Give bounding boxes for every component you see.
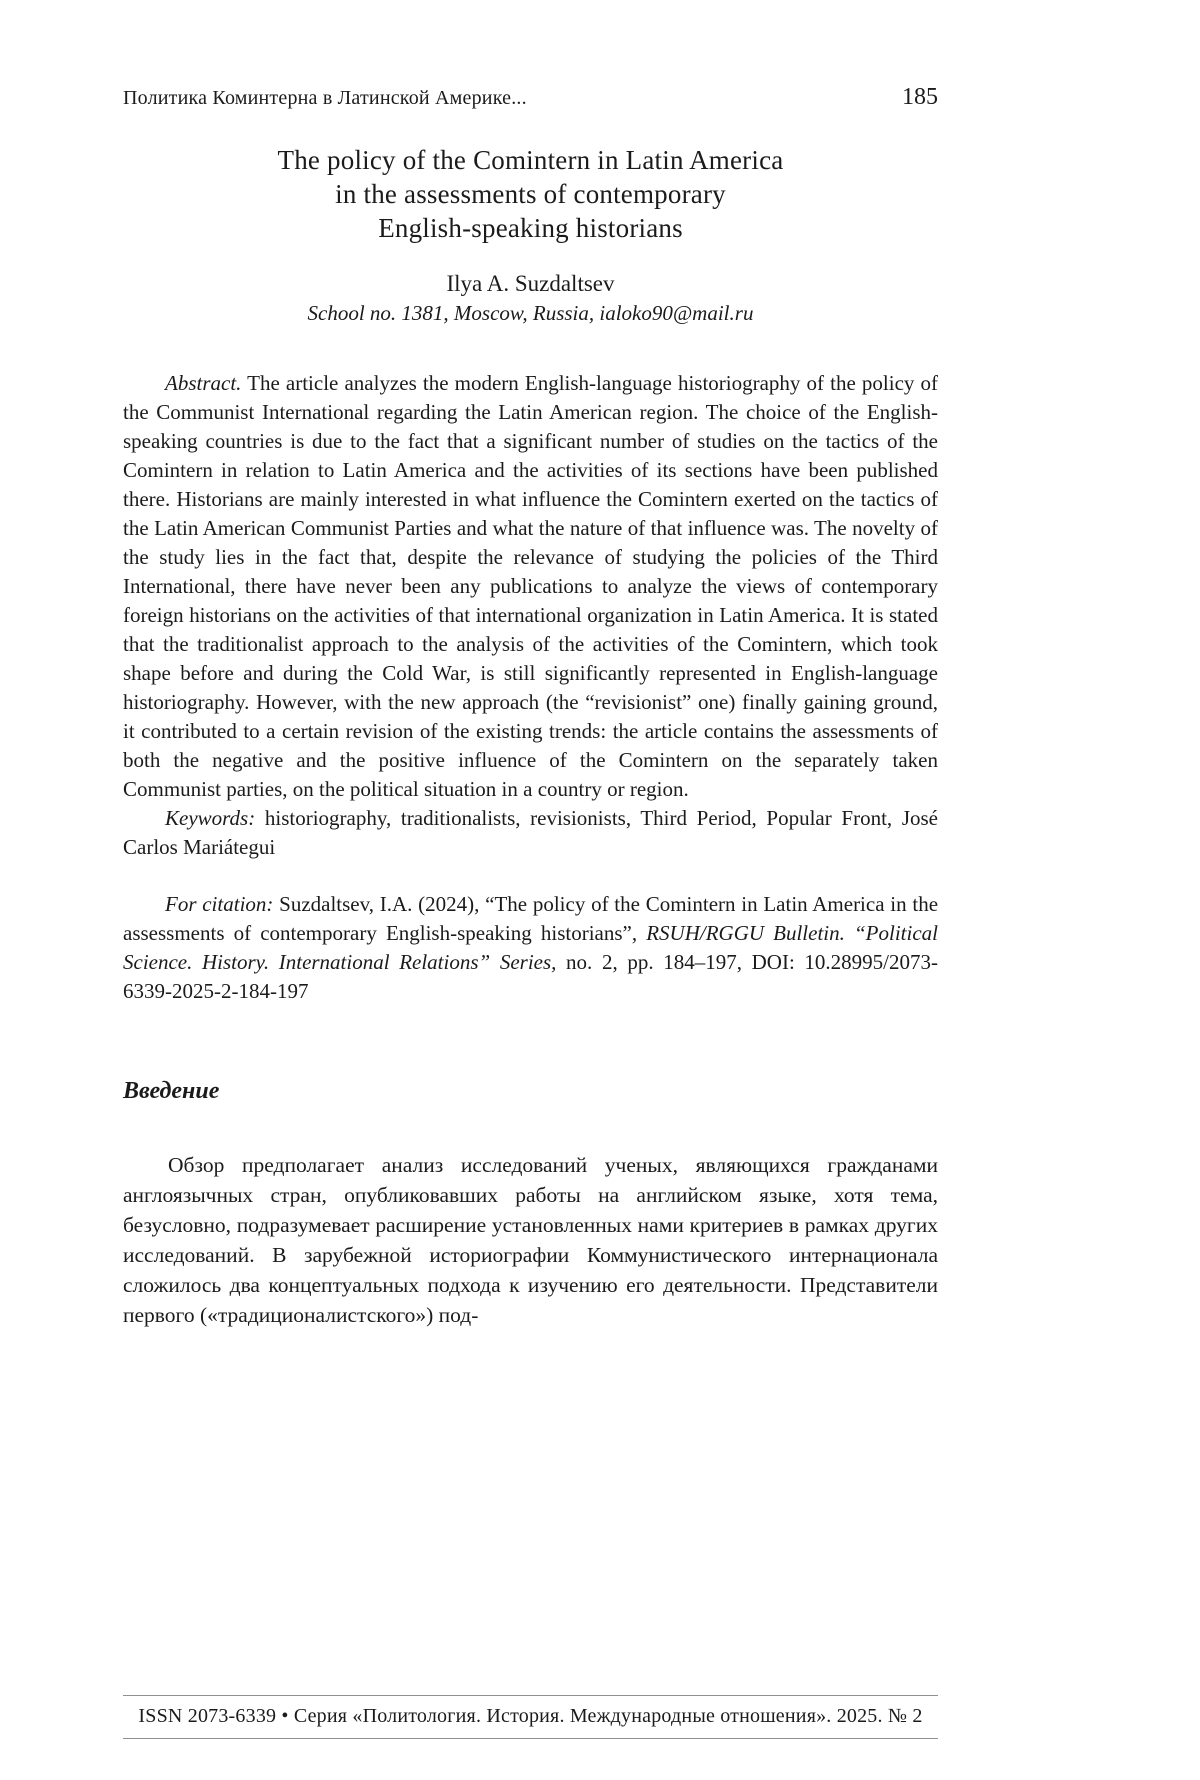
introduction-paragraph: Обзор предполагает анализ исследований ученых, являющихся гражданами англоязычных стран, опубликовавших работы на английском языке, хотя тема, безусловно, подразумевает расширение установленных нами критериев в рамках других исследований. В зарубежной историографии Коммунистического интернационала сложилось два концептуальных подхода к изучению его деятельности. Представители первого («традиционалистского») под- — [123, 1153, 938, 1327]
keywords-text: historiography, traditionalists, revisionists, Third Period, Popular Front, José Carlos Mariátegui — [123, 806, 938, 859]
citation-journal-title: RSUH/RGGU Bulletin. “Political Science. History. International Relations” Series, — [123, 921, 938, 974]
keywords-paragraph — [123, 804, 938, 862]
citation-label: For citation: — [165, 892, 274, 916]
article-title-line1: The policy of the Comintern in Latin America — [277, 145, 784, 175]
citation-paragraph — [123, 890, 938, 1006]
abstract-label: Abstract. — [165, 371, 242, 395]
abstract-paragraph — [123, 369, 938, 804]
keywords-label: Keywords: — [165, 806, 256, 830]
article-title — [123, 143, 938, 245]
citation-text-1: Suzdaltsev, I.A. (2024), “The policy of the Comintern in Latin America in the assessments of contemporary English-speaking historians”, — [123, 892, 939, 945]
author-name: Ilya A. Suzdaltsev — [446, 271, 615, 296]
author-affiliation: School no. 1381, Moscow, Russia, ialoko90@mail.ru — [307, 301, 754, 325]
section-heading-introduction: Введение — [123, 1078, 220, 1104]
abstract-text: The article analyzes the modern English-language historiography of the policy of the Communist International regarding the Latin American region. The choice of the English-speaking countries is due to the fact that a significant number of studies on the tactics of the Comintern in relation to Latin America and the activities of its sections have been published there. Historians are mainly interested in what influence the Comintern exerted on the tactics of the Latin American Communist Parties and what the nature of that influence was. The novelty of the study lies in the fact that, despite the relevance of studying the policies of the Third International, there have never been any publications to analyze the views of contemporary foreign historians on the activities of that international organization in Latin America. It is stated that the traditionalist approach to the analysis of the activities of the Comintern, which took shape before and during the Cold War, is still significantly represented in English-language historiography. However, with the new approach (the “revisionist” one) finally gaining ground, it contributed to a certain revision of the existing trends: the article contains the assessments of both the negative and the positive influence of the Comintern on the separately taken Communist parties, on the political situation in a country or region. — [123, 371, 938, 801]
article-title-line2: in the assessments of contemporary — [335, 179, 726, 209]
article-title-line3: English-speaking historians — [378, 213, 683, 243]
running-head-title: Политика Коминтерна в Латинской Америке... — [123, 87, 527, 109]
running-header — [123, 84, 938, 111]
page-number: 185 — [902, 84, 938, 110]
journal-footer: ISSN 2073-6339 • Серия «Политология. История. Международные отношения». 2025. № 2 — [123, 1695, 938, 1739]
citation-text-2: no. 2, pp. 184–197, DOI: 10.28995/2073-6339-2025-2-184-197 — [123, 950, 938, 1003]
